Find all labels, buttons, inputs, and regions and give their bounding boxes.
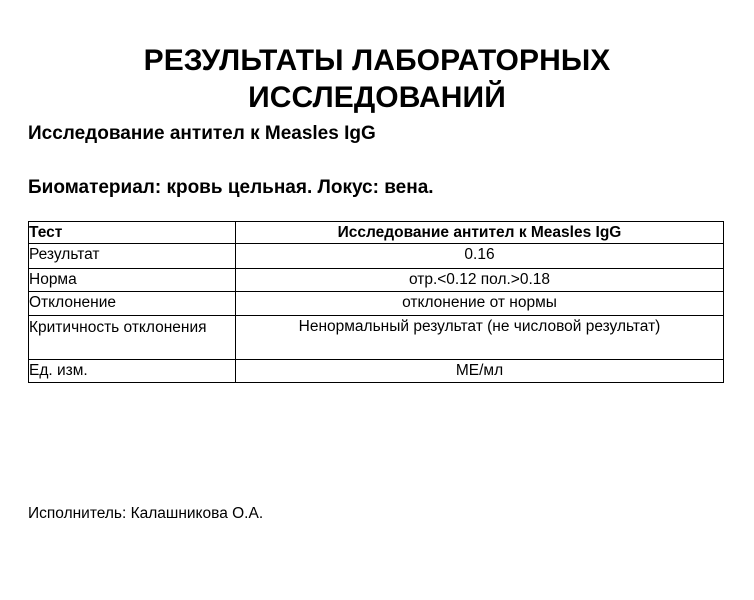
page-title-line-2: ИССЛЕДОВАНИЙ — [248, 81, 506, 115]
row-label-norm: Норма — [29, 269, 236, 292]
row-label-units: Ед. изм. — [29, 360, 236, 383]
performer-line: Исполнитель: Калашникова О.А. — [28, 505, 264, 522]
row-value-norm: отр.<0.12 пол.>0.18 — [236, 269, 724, 292]
table-row — [29, 269, 724, 292]
row-label-criticality: Критичность отклонения — [29, 316, 236, 360]
table-header-row — [29, 222, 724, 244]
table-row — [29, 360, 724, 383]
column-header-value: Исследование антител к Measles IgG — [236, 222, 724, 244]
lab-results-table — [28, 221, 724, 383]
study-heading: Исследование антител к Measles IgG — [28, 123, 376, 144]
row-value-deviation: отклонение от нормы — [236, 292, 724, 316]
biomaterial-heading: Биоматериал: кровь цельная. Локус: вена. — [28, 177, 434, 198]
row-value-units: МЕ/мл — [236, 360, 724, 383]
page-title — [0, 42, 754, 116]
table-row — [29, 292, 724, 316]
page-title-line-1: РЕЗУЛЬТАТЫ ЛАБОРАТОРНЫХ — [143, 44, 611, 78]
table-row — [29, 316, 724, 360]
row-label-deviation: Отклонение — [29, 292, 236, 316]
row-label-result: Результат — [29, 244, 236, 269]
table-row — [29, 244, 724, 269]
row-value-criticality: Ненормальный результат (не числовой результат) — [236, 316, 724, 360]
row-value-result: 0.16 — [236, 244, 724, 269]
column-header-test: Тест — [29, 222, 236, 244]
